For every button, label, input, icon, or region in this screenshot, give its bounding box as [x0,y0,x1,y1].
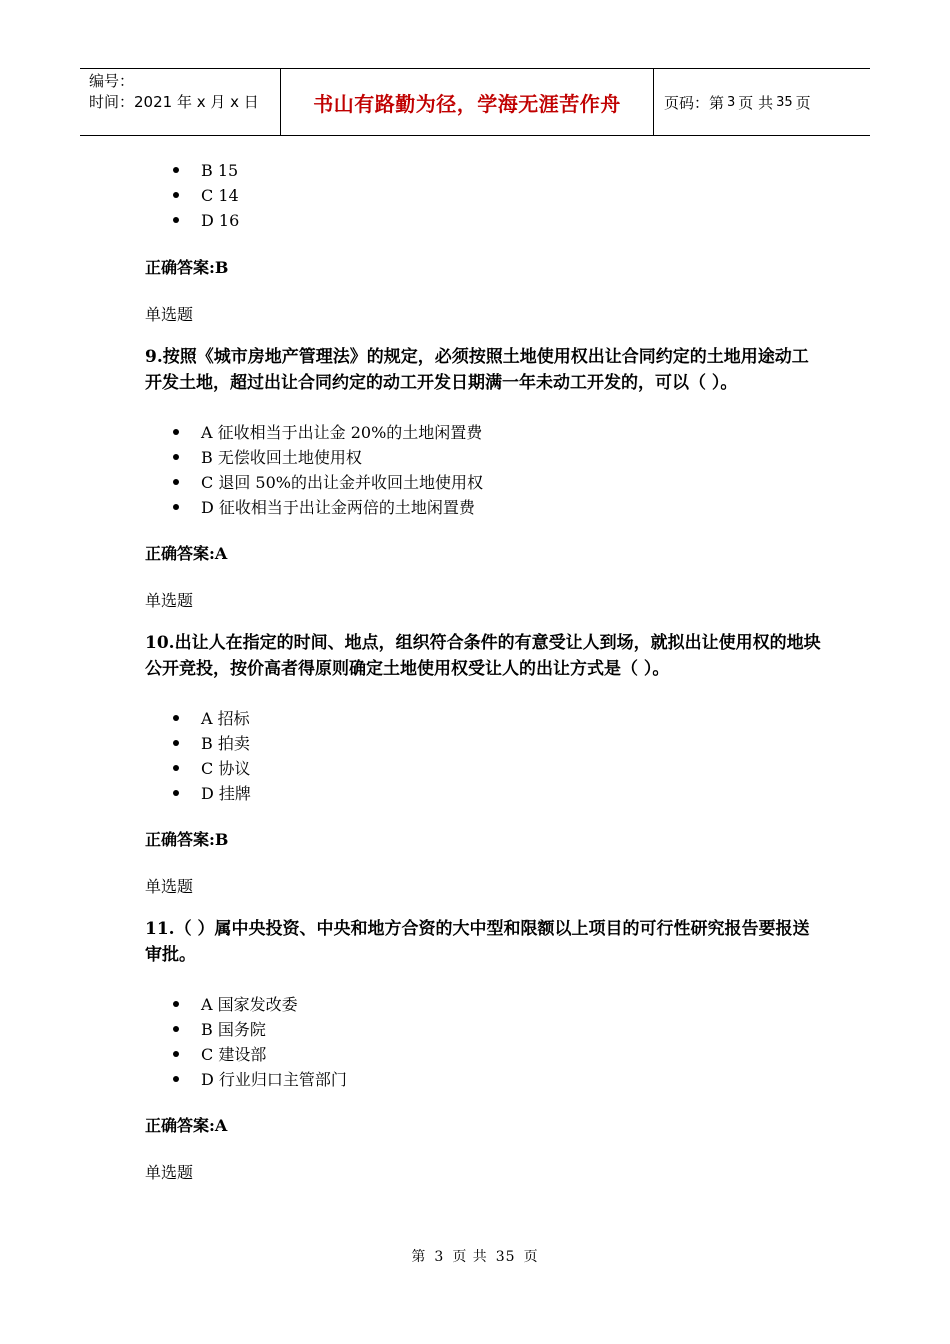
prev-answer: 正确答案:B [145,258,229,277]
footer-prefix: 第 [411,1249,427,1265]
list-item: B 15 [145,158,825,183]
q10-options-list [145,706,825,806]
list-item: D 行业归口主管部门 [145,1067,825,1092]
q9-type: 单选题 [145,305,194,324]
header-page-total: 35 [776,94,793,110]
header-page-mid: 页 共 [738,93,774,112]
list-item: C 14 [145,183,825,208]
q11-answer: 正确答案:A [145,1116,228,1135]
q10-text: 10.出让人在指定的时间、地点，组织符合条件的有意受让人到场，就拟出让使用权的地块公开竞投，按价高者得原则确定土地使用权受让人的出让方式是（ ）。 [145,633,821,679]
header-motto: 书山有路勤为径，学海无涯苦作舟 [281,69,654,135]
q11-options-list [145,992,825,1092]
header-page-current: 3 [727,94,736,110]
q10-type: 单选题 [145,591,194,610]
list-item: C 建设部 [145,1042,825,1067]
list-item: C 退回 50%的出让金并收回土地使用权 [145,470,825,495]
q11-type: 单选题 [145,877,194,896]
list-item: B 无偿收回土地使用权 [145,445,825,470]
number-label: 编号： [89,72,135,90]
time-label: 时间：2021 年 x 月 x 日 [89,93,259,111]
footer-suffix: 页 [523,1249,539,1265]
list-item: D 挂牌 [145,781,825,806]
list-item: C 协议 [145,756,825,781]
q11-text: 11.（ ）属中央投资、中央和地方合资的大中型和限额以上项目的可行性研究报告要报送审批。 [145,919,810,965]
footer-mid: 页 共 [452,1249,488,1265]
q10-answer: 正确答案:B [145,830,229,849]
list-item: A 征收相当于出让金 20%的土地闲置费 [145,420,825,445]
page-header [80,68,870,136]
page-footer [0,1246,950,1266]
header-page-prefix: 页码：第 [664,93,725,112]
footer-total: 35 [495,1249,516,1265]
trailing-type: 单选题 [145,1163,194,1182]
q9-answer: 正确答案:A [145,544,228,563]
document-body [145,158,825,1184]
header-page-suffix: 页 [795,93,811,112]
list-item: B 国务院 [145,1017,825,1042]
list-item: B 拍卖 [145,731,825,756]
header-meta [80,69,281,135]
q9-options-list [145,420,825,520]
q9-text: 9.按照《城市房地产管理法》的规定，必须按照土地使用权出让合同约定的土地用途动工开发土地，超过出让合同约定的动工开发日期满一年未动工开发的，可以（ ）。 [145,347,809,393]
header-page-info [654,69,870,135]
list-item: D 征收相当于出让金两倍的土地闲置费 [145,495,825,520]
prev-options-list [145,158,825,233]
list-item: A 国家发改委 [145,992,825,1017]
list-item: D 16 [145,208,825,233]
list-item: A 招标 [145,706,825,731]
footer-current: 3 [434,1249,445,1265]
